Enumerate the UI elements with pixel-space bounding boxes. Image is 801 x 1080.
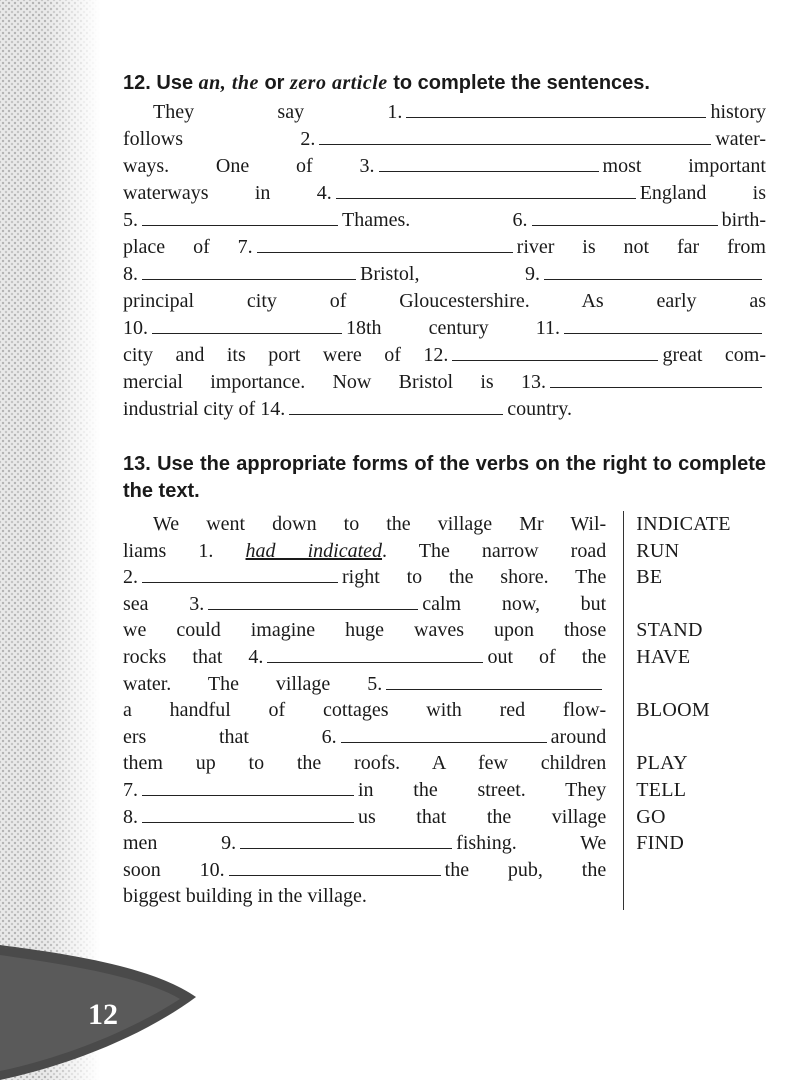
- text-line: liams 1. had indicated. The narrow road: [123, 539, 607, 562]
- column-divider: [623, 511, 624, 910]
- text-line: 7. in the street. They: [123, 778, 607, 801]
- answer-blank-8[interactable]: [142, 265, 356, 280]
- text-line: mercial importance. Now Bristol is 13.: [123, 369, 766, 396]
- answer-blank-4[interactable]: [336, 184, 636, 199]
- verb-item: FIND: [636, 832, 685, 855]
- verb-blank-5[interactable]: [386, 675, 602, 690]
- verb-item: PLAY: [636, 752, 688, 775]
- answer-blank-1[interactable]: [406, 103, 706, 118]
- answer-blank-2[interactable]: [319, 130, 711, 145]
- verb-item: INDICATE: [636, 513, 731, 535]
- text-line: place of 7. river is not far from: [123, 236, 766, 258]
- text-line: waterways in 4. England is: [123, 182, 767, 204]
- text-line: follows 2. water-: [123, 128, 766, 150]
- verb-item: STAND: [636, 619, 703, 642]
- text-line: rocks that 4. out of the: [123, 645, 607, 668]
- verb-item: TELL: [636, 778, 687, 801]
- task-13: [123, 451, 766, 910]
- task-13-heading: 13. Use the appropriate forms of the verbs on the right to complete the text.: [123, 453, 766, 502]
- verb-blank-2[interactable]: [142, 568, 338, 583]
- text-line: men 9. fishing. We: [123, 832, 607, 855]
- verb-item: HAVE: [636, 645, 691, 668]
- task-13-body: [123, 511, 766, 910]
- text-line: 8. Bristol, 9.: [123, 261, 766, 288]
- verb-item: BE: [636, 566, 663, 589]
- text-line: soon 10. the pub, the: [123, 858, 607, 881]
- text-line: city and its port were of 12. great com-: [123, 344, 766, 366]
- task-12: [123, 70, 766, 423]
- text-line: sea 3. calm now, but: [123, 592, 607, 615]
- verb-item: GO: [636, 805, 666, 828]
- task-number: 12.: [123, 72, 151, 94]
- example-answer: had indicated: [245, 539, 383, 562]
- verb-blank-9[interactable]: [240, 834, 452, 849]
- verb-list: [636, 511, 766, 910]
- text-line: We went down to the village Mr Wil-: [153, 513, 607, 535]
- answer-blank-10[interactable]: [152, 319, 342, 334]
- text-line: principal city of Gloucestershire. As early as: [123, 290, 766, 312]
- answer-blank-6[interactable]: [532, 211, 718, 226]
- answer-blank-7[interactable]: [257, 238, 513, 253]
- answer-blank-3[interactable]: [379, 157, 599, 172]
- text-line: They say 1. history: [153, 101, 766, 123]
- text-line: them up to the roofs. A few children: [123, 752, 607, 775]
- text-line: 8. us that the village: [123, 805, 607, 828]
- verb-item: [636, 591, 766, 618]
- verb-item: [636, 671, 766, 698]
- text-line: 10. 18th century 11.: [123, 315, 766, 342]
- verb-item: [636, 724, 766, 751]
- task-12-heading: 12. Use an, the or zero article to complete the sentences.: [123, 72, 650, 94]
- text-line: 5. Thames. 6. birth-: [123, 209, 766, 231]
- answer-blank-5[interactable]: [142, 211, 338, 226]
- task-13-text: [123, 511, 606, 910]
- answer-blank-13[interactable]: [550, 373, 762, 388]
- verb-item: RUN: [636, 539, 680, 562]
- answer-blank-12[interactable]: [452, 346, 658, 361]
- page-margin-pattern: [0, 0, 100, 1080]
- text-line: biggest building in the village.: [123, 885, 367, 908]
- text-line: industrial city of 14. country.: [123, 398, 572, 420]
- answer-blank-14[interactable]: [289, 400, 503, 415]
- text-line: water. The village 5.: [123, 671, 606, 698]
- task-12-text: [123, 99, 766, 423]
- text-line: a handful of cottages with red flow-: [123, 699, 607, 722]
- verb-blank-6[interactable]: [341, 728, 547, 743]
- text-line: ways. One of 3. most important: [123, 155, 766, 177]
- term-zero-article: zero article: [290, 72, 388, 94]
- answer-blank-11[interactable]: [564, 319, 762, 334]
- verb-blank-3[interactable]: [208, 595, 418, 610]
- task-number: 13.: [123, 453, 151, 475]
- page-content: [123, 70, 766, 910]
- text-line: we could imagine huge waves upon those: [123, 619, 607, 642]
- verb-blank-4[interactable]: [267, 648, 483, 663]
- text-line: 2. right to the shore. The: [123, 566, 607, 589]
- verb-blank-7[interactable]: [142, 781, 354, 796]
- page-number: 12: [88, 998, 118, 1031]
- text-line: ers that 6. around: [123, 725, 607, 748]
- term-an: an,: [198, 72, 227, 94]
- verb-item: BLOOM: [636, 699, 710, 722]
- verb-blank-10[interactable]: [229, 861, 441, 876]
- answer-blank-9[interactable]: [544, 265, 762, 280]
- verb-blank-8[interactable]: [142, 808, 354, 823]
- term-the: the: [231, 72, 259, 94]
